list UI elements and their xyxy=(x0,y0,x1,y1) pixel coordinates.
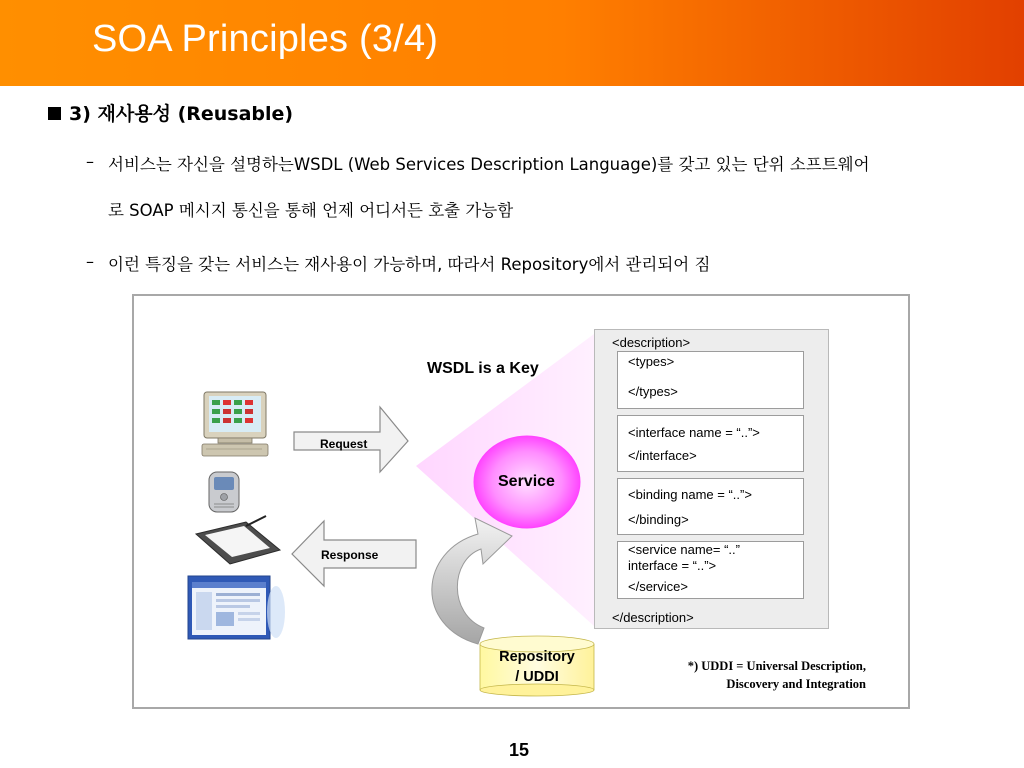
desktop-computer-icon xyxy=(202,392,268,456)
dash-bullet-2: – xyxy=(86,252,94,271)
bullet2-text: 이런 특징을 갖는 서비스는 재사용이 가능하며, 따라서 Repository에서 관리되어 짐 xyxy=(108,255,711,274)
soa-diagram xyxy=(132,294,910,709)
response-label: Response xyxy=(321,548,379,562)
dash-bullet-1: – xyxy=(86,152,94,171)
footnote-line1: *) UDDI = Universal Description, xyxy=(687,659,866,673)
bullet1-line2: 로 SOAP 메시지 통신을 통해 언제 어디서든 호출 가능함 xyxy=(108,201,514,220)
service-open-tag-line1: <service name= “..” xyxy=(628,542,740,557)
service-label: Service xyxy=(498,473,555,490)
wsdl-document-panel xyxy=(594,329,829,629)
types-close-tag: </types> xyxy=(628,384,678,399)
binding-close-tag: </binding> xyxy=(628,512,689,527)
wsdl-key-label: WSDL is a Key xyxy=(427,360,539,377)
types-box xyxy=(617,351,804,409)
footnote-line2: Discovery and Integration xyxy=(726,677,866,691)
tablet-icon xyxy=(196,516,280,564)
description-close-tag: </description> xyxy=(612,610,694,625)
heading-number: 3) xyxy=(69,103,91,125)
square-bullet-icon xyxy=(48,107,61,120)
slide-title: SOA Principles (3/4) xyxy=(92,18,439,60)
service-close-tag: </service> xyxy=(628,579,688,594)
service-open-tag-line2: interface = “..”> xyxy=(628,558,717,573)
interface-open-tag: <interface name = “..”> xyxy=(628,425,760,440)
heading-english: (Reusable) xyxy=(177,103,294,125)
curved-arrow-icon xyxy=(432,518,512,644)
page-number: 15 xyxy=(509,740,530,760)
repository-label-line2: / UDDI xyxy=(515,669,559,685)
main-bullet xyxy=(48,99,293,126)
repository-label-line1: Repository xyxy=(499,649,575,665)
binding-open-tag: <binding name = “..”> xyxy=(628,487,752,502)
application-window-icon xyxy=(188,576,285,639)
interface-box xyxy=(617,415,804,472)
description-open-tag: <description> xyxy=(612,335,691,350)
binding-box xyxy=(617,478,804,535)
heading-korean: 재사용성 xyxy=(97,103,171,125)
request-label: Request xyxy=(320,437,368,451)
service-box xyxy=(617,541,804,599)
mobile-phone-icon xyxy=(209,472,239,512)
bullet1-line1: 서비스는 자신을 설명하는WSDL (Web Services Description Language)를 갖고 있는 단위 소프트웨어 xyxy=(108,155,870,174)
uddi-footnote xyxy=(614,657,866,693)
types-open-tag: <types> xyxy=(628,354,675,369)
repository-label xyxy=(480,647,594,687)
interface-close-tag: </interface> xyxy=(628,448,697,463)
